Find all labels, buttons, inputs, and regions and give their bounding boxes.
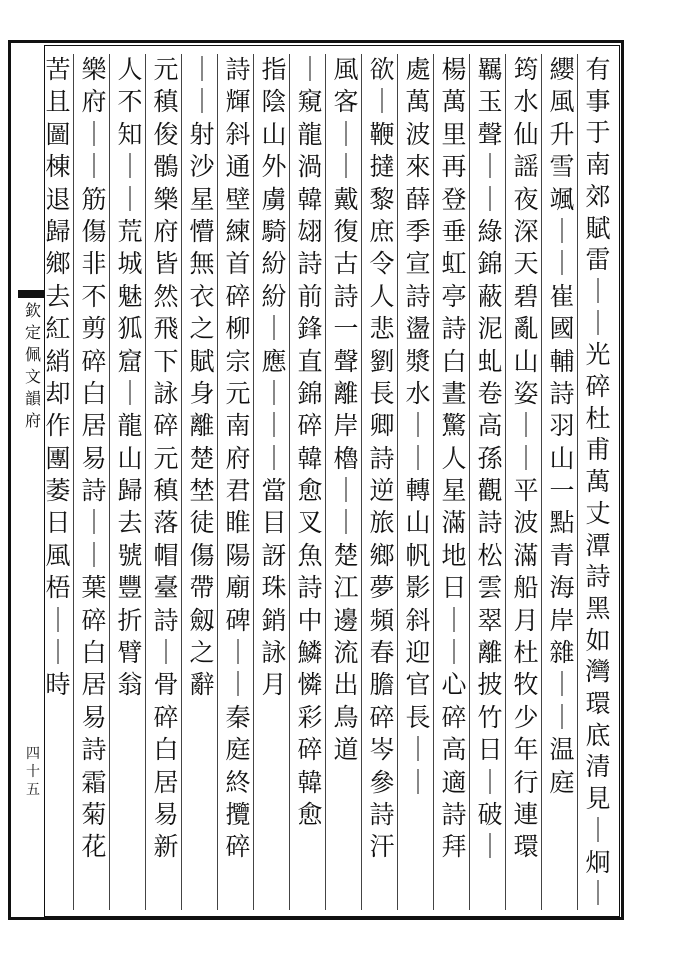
text-column: ｜ ｜ 射 沙 星 懵 無 衣 之 賦 身 離 楚 埜 徒 傷 帶 劔 之 辭 (189, 55, 215, 700)
text-column: 纓 風 升 雪 颯 ｜ ｜ 崔 國 輔 詩 羽 山 一 點 青 海 岸 雜 ｜ ｜ 温 庭 (549, 55, 575, 797)
text-column: 風 客 ｜ ｜ 戴 復 古 詩 一 聲 離 岸 櫓 ｜ ｜ 楚 江 邊 流 出 鳥 道 (333, 55, 359, 765)
text-column: 羈 玉 聲 ｜ ｜ 綠 錦 蔽 泥 虬 卷 高 孫 觀 詩 松 雲 翠 離 披 竹 日 ｜ 破 ｜ (477, 55, 503, 862)
spine-title: 欽 定 佩 文 韻 府 (24, 301, 41, 430)
folio-number: 四 十 五 (26, 746, 40, 798)
text-column: 樂 府 ｜ ｜ 筋 傷 非 不 剪 碎 白 居 易 詩 ｜ ｜ 葉 碎 白 居 易 詩 霜 菊 花 (81, 55, 107, 862)
text-column: 元 稹 俊 鶻 樂 府 皆 然 飛 下 詠 碎 元 稹 落 帽 臺 詩 ｜ 骨 碎 白 居 易 新 (153, 55, 179, 862)
text-column: 人 不 知 ｜ ｜ 荒 城 魅 狐 窟 ｜ 龍 山 歸 去 號 豐 折 臂 翁 (117, 55, 143, 700)
text-column: 詩 輝 斜 通 壁 練 首 碎 柳 宗 元 南 府 君 睢 陽 廟 碑 ｜ ｜ 秦 庭 終 攬 碎 (225, 55, 251, 862)
text-column: ｜ 窺 龍 渦 韓 翃 詩 前 鋒 直 錦 碎 韓 愈 叉 魚 詩 中 鱗 憐 彩 碎 韓 愈 (297, 55, 323, 829)
text-column: 苦 且 圖 棟 退 歸 鄉 去 紅 綃 却 作 團 萎 日 風 梧 ｜ ｜ 時 (45, 55, 71, 700)
text-column: 筠 水 仙 謡 夜 深 天 碧 亂 山 姿 ｜ ｜ 平 波 滿 船 月 杜 牧 少 年 行 連 環 (513, 55, 539, 862)
text-column: 欲 ｜ 鞭 撻 黎 庶 令 人 悲 劉 長 卿 詩 逆 旅 鄉 夢 頻 春 膽 碎 岑 參 詩 汗 (369, 55, 395, 862)
text-column: 指 陰 山 外 虜 騎 紛 紛 ｜ 應 ｜ ｜ ｜ 當 目 訝 珠 銷 詠 月 (261, 55, 287, 700)
text-column: 楊 萬 里 再 登 垂 虹 亭 詩 白 晝 驚 人 星 滿 地 日 ｜ ｜ 心 碎 高 適 詩 拜 (441, 55, 467, 862)
text-column: 有 事 于 南 郊 賦 雷 ｜ ｜ 光 碎 杜 甫 萬 丈 潭 詩 黑 如 灣 環 底 清 見 ｜ 炯 ｜ (585, 55, 611, 909)
text-column: 處 萬 波 來 薛 季 宣 詩 盪 漿 水 ｜ ｜ 轉 山 帆 影 斜 迎 官 長 ｜ ｜ (405, 55, 431, 797)
